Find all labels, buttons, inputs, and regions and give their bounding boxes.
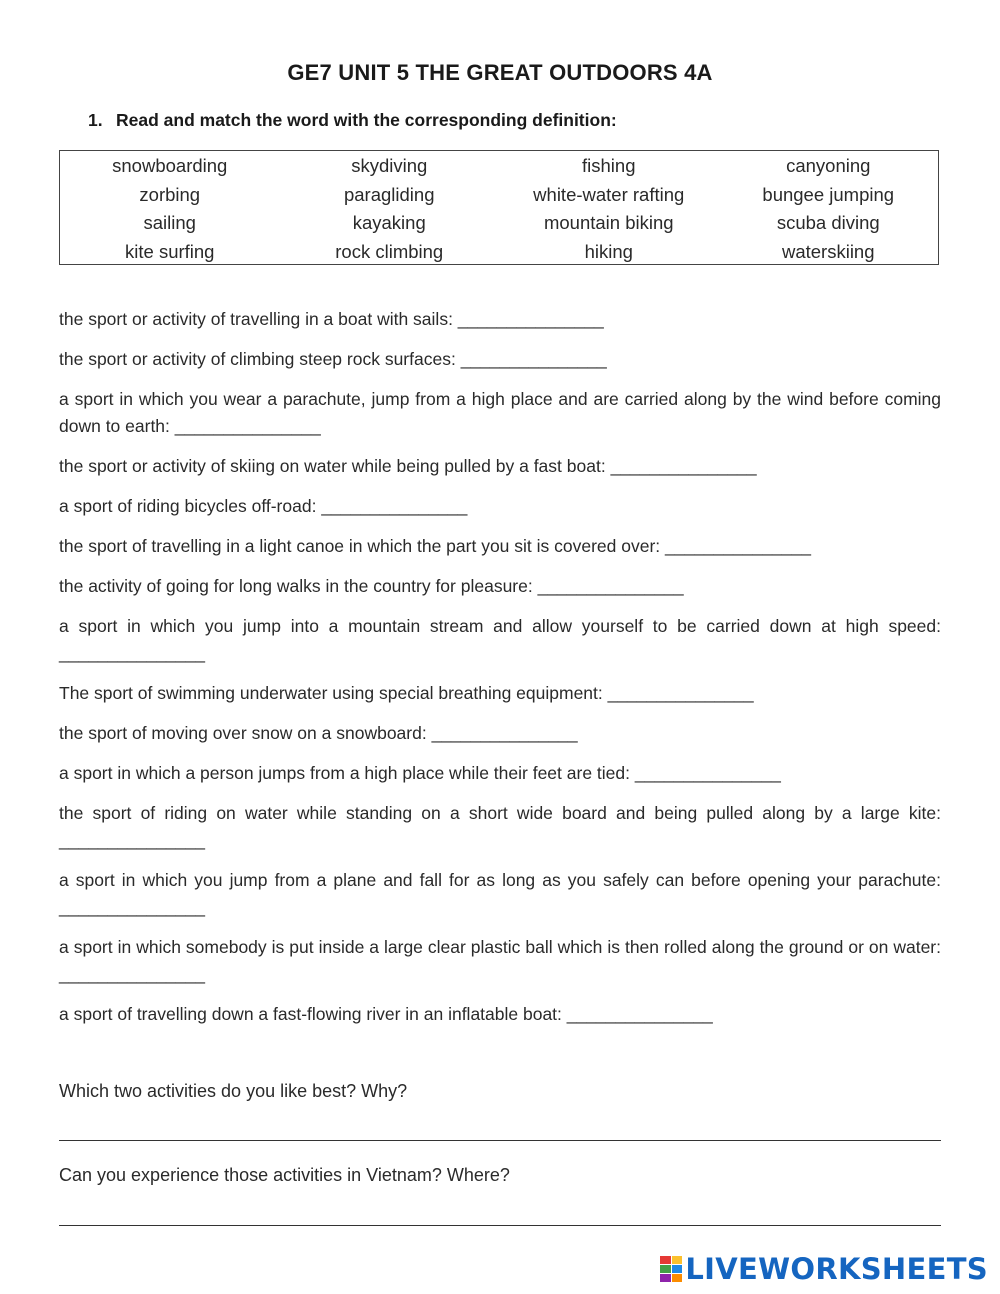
word-item: kite surfing (125, 240, 215, 262)
definition-item (59, 306, 941, 333)
answer-blank[interactable]: _______________ (457, 309, 604, 329)
word-row (60, 152, 938, 181)
definition-text: a sport of travelling down a fast-flowing river in an inflatable boat: (59, 1004, 567, 1024)
word-item: rock climbing (335, 240, 444, 262)
question-vietnam: Can you experience those activities in Vietnam? Where? (59, 1165, 510, 1185)
definition-item (59, 346, 941, 373)
logo-square (660, 1274, 671, 1282)
definitions-list (59, 306, 941, 1041)
definition-text: the sport or activity of climbing steep rock surfaces: (59, 349, 461, 369)
word-item: bungee jumping (762, 183, 895, 205)
definition-text: a sport in which somebody is put inside a large clear plastic ball which is then rolled along the ground or on water: (59, 937, 941, 957)
definition-text: a sport in which a person jumps from a high place while their feet are tied: (59, 763, 635, 783)
question-favorite-activities: Which two activities do you like best? Why? (59, 1081, 408, 1101)
definition-text: a sport in which you wear a parachute, jump from a high place and are carried along by the wind before coming down to earth: (59, 389, 941, 436)
logo-mark-icon (660, 1256, 682, 1282)
answer-blank[interactable]: _______________ (59, 643, 205, 663)
instruction (88, 110, 617, 131)
definition-item (59, 573, 941, 600)
definition-item (59, 386, 941, 440)
answer-blank[interactable]: _______________ (537, 576, 684, 596)
definition-item (59, 720, 941, 747)
answer-line[interactable] (59, 1225, 941, 1226)
word-item: snowboarding (112, 155, 228, 177)
word-item: skydiving (351, 155, 428, 177)
answer-blank[interactable]: _______________ (460, 349, 607, 369)
word-item: hiking (584, 240, 633, 262)
definition-item (59, 760, 941, 787)
word-item: waterskiing (781, 240, 875, 262)
definition-text: the sport or activity of skiing on water while being pulled by a fast boat: (59, 456, 611, 476)
word-item: fishing (582, 155, 636, 177)
definition-text: The sport of swimming underwater using special breathing equipment: (59, 683, 608, 703)
word-row (60, 238, 938, 267)
word-item: scuba diving (776, 212, 880, 234)
word-row (60, 209, 938, 238)
logo-square (660, 1256, 671, 1264)
definition-text: a sport in which you jump from a plane and fall for as long as you safely can before opening your parachute: (59, 870, 941, 890)
instruction-text: Read and match the word with the corresponding definition: (116, 110, 617, 130)
answer-blank[interactable]: _______________ (59, 964, 205, 984)
definition-text: the sport of travelling in a light canoe in which the part you sit is covered over: (59, 536, 666, 556)
definition-text: the sport of riding on water while standing on a short wide board and being pulled along by a large kite: (59, 803, 941, 823)
word-item: white-water rafting (533, 183, 685, 205)
word-item: kayaking (352, 212, 426, 234)
answer-blank[interactable]: _______________ (607, 683, 754, 703)
answer-blank[interactable]: _______________ (174, 416, 321, 436)
answer-blank[interactable]: _______________ (431, 723, 578, 743)
logo-square (660, 1265, 671, 1273)
definition-item (59, 493, 941, 520)
word-item: canyoning (786, 155, 871, 177)
definition-item (59, 800, 941, 854)
definition-item (59, 453, 941, 480)
word-item: sailing (143, 212, 196, 234)
answer-line[interactable] (59, 1140, 941, 1141)
definition-item (59, 1001, 941, 1028)
word-box (59, 150, 939, 265)
answer-blank[interactable]: _______________ (566, 1004, 713, 1024)
word-item: mountain biking (543, 212, 674, 234)
answer-blank[interactable]: _______________ (321, 496, 468, 516)
word-row (60, 181, 938, 210)
answer-blank[interactable]: _______________ (610, 456, 757, 476)
word-item: paragliding (343, 183, 435, 205)
worksheet-title: GE7 UNIT 5 THE GREAT OUTDOORS 4A (287, 60, 713, 85)
liveworksheets-logo (660, 1252, 988, 1286)
answer-blank[interactable]: _______________ (634, 763, 781, 783)
logo-text: LIVEWORKSHEETS (685, 1252, 988, 1286)
definition-item (59, 867, 941, 921)
instruction-number: 1. (88, 110, 103, 130)
answer-blank[interactable]: _______________ (59, 830, 205, 850)
definition-text: a sport of riding bicycles off-road: (59, 496, 322, 516)
logo-square (672, 1256, 683, 1264)
definition-text: a sport in which you jump into a mountain stream and allow yourself to be carried down at high speed: (59, 616, 941, 636)
definition-item (59, 533, 941, 560)
definition-text: the activity of going for long walks in the country for pleasure: (59, 576, 538, 596)
definition-item (59, 613, 941, 667)
definition-text: the sport of moving over snow on a snowboard: (59, 723, 432, 743)
word-item: zorbing (139, 183, 201, 205)
answer-blank[interactable]: _______________ (665, 536, 812, 556)
logo-square (672, 1265, 683, 1273)
definition-text: the sport or activity of travelling in a boat with sails: (59, 309, 458, 329)
answer-blank[interactable]: _______________ (59, 897, 205, 917)
logo-square (672, 1274, 683, 1282)
definition-item (59, 680, 941, 707)
definition-item (59, 934, 941, 988)
